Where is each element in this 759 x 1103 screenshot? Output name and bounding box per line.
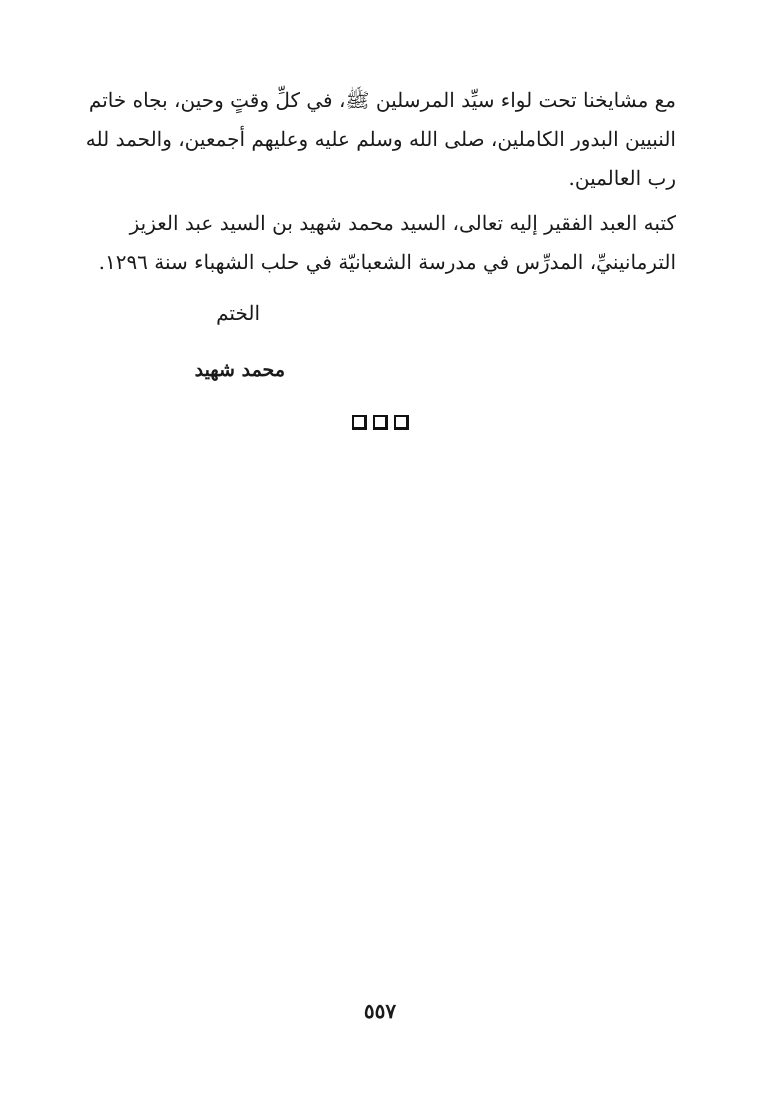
page-number: ٥٥٧ xyxy=(363,999,397,1023)
end-of-text-ornament xyxy=(342,412,418,432)
colophon-paragraph xyxy=(78,204,676,282)
square-ornament-icon xyxy=(352,415,367,430)
square-ornament-icon xyxy=(373,415,388,430)
text-line: مع مشايخنا تحت لواء سيِّد المرسلين ﷺ، في كلِّ وقتٍ وحين، بجاه خاتم xyxy=(88,88,676,112)
text-line: الترمانينيِّ، المدرِّس في مدرسة الشعبانيّة في حلب الشهباء سنة ١٢٩٦. xyxy=(98,250,676,274)
seal-label: الختم xyxy=(216,301,260,325)
closing-prayer-paragraph xyxy=(78,81,676,198)
seal-name: محمد شهيد xyxy=(194,359,285,381)
text-line: رب العالمين. xyxy=(568,166,676,190)
text-line: كتبه العبد الفقير إليه تعالى، السيد محمد شهيد بن السيد عبد العزيز xyxy=(129,211,676,235)
text-line: النبيين البدور الكاملين، صلى الله وسلم عليه وعليهم أجمعين، والحمد لله xyxy=(85,127,676,151)
square-ornament-icon xyxy=(394,415,409,430)
